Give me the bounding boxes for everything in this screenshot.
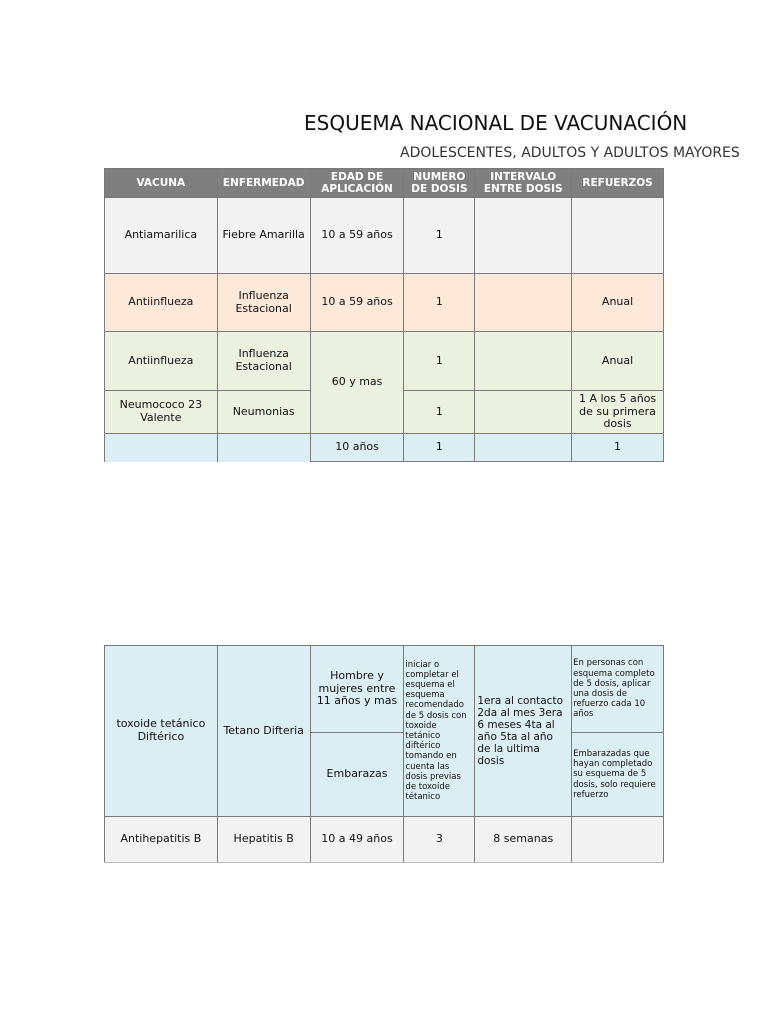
cell-intervalo [475, 391, 572, 434]
cell-enfermedad: Fiebre Amarilla [217, 198, 310, 274]
cell-refuerzos: Anual [572, 274, 664, 332]
cell-edad: 10 años [310, 434, 404, 462]
cell-vacuna: Antiinflueza [105, 332, 218, 391]
cell-refuerzos: Anual [572, 332, 664, 391]
cell-edad: 10 a 59 años [310, 274, 404, 332]
header-edad: EDAD DE APLICACIÓN [310, 169, 404, 198]
cell-enfermedad: Influenza Estacional [217, 332, 310, 391]
cell-refuerzos: 1 [572, 434, 664, 462]
cell-refuerzos [572, 817, 664, 863]
cell-intervalo [475, 332, 572, 391]
header-vacuna: VACUNA [105, 169, 218, 198]
cell-intervalo [475, 198, 572, 274]
table-bottom-rule [104, 862, 664, 863]
page-title: ESQUEMA NACIONAL DE VACUNACIÓN [304, 111, 688, 135]
cell-vacuna: Antiamarilica [105, 198, 218, 274]
cell-edad: 60 y mas [310, 332, 404, 434]
cell-edad: 10 a 49 años [310, 817, 404, 863]
cell-intervalo [475, 434, 572, 462]
cell-enfermedad: Influenza Estacional [217, 274, 310, 332]
cell-edad: Hombre y mujeres entre 11 años y mas [310, 646, 404, 733]
header-dosis: NUMERO DE DOSIS [404, 169, 475, 198]
table-row [105, 817, 664, 863]
cell-vacuna [105, 434, 218, 462]
cell-enfermedad: Tetano Difteria [217, 646, 310, 817]
cell-refuerzos [572, 198, 664, 274]
cell-vacuna: Antihepatitis B [105, 817, 218, 863]
cell-edad: Embarazas [310, 733, 404, 817]
header-intervalo: INTERVALO ENTRE DOSIS [475, 169, 572, 198]
table-row [105, 198, 664, 274]
page-subtitle: ADOLESCENTES, ADULTOS Y ADULTOS MAYORES [400, 145, 740, 161]
cell-dosis: 1 [404, 391, 475, 434]
vaccination-table-continued [104, 645, 664, 863]
table-row [105, 332, 664, 391]
cell-intervalo: 1era al contacto 2da al mes 3era 6 meses 4ta al año 5ta al año de la ultima dosis [475, 646, 572, 817]
cell-dosis: iniciar o completar el esquema el esquema recomendado de 5 dosis con toxoide tetánico diftérico tomando en cuenta las dosis previas de toxoide tétanico [404, 646, 475, 817]
cell-refuerzos: En personas con esquema completo de 5 dosis, aplicar una dosis de refuerzo cada 10 años [572, 646, 664, 733]
table-header-row [105, 169, 664, 198]
cell-dosis: 1 [404, 434, 475, 462]
cell-intervalo: 8 semanas [475, 817, 572, 863]
cell-dosis: 1 [404, 332, 475, 391]
cell-enfermedad: Hepatitis B [217, 817, 310, 863]
cell-intervalo [475, 274, 572, 332]
cell-dosis: 1 [404, 274, 475, 332]
cell-enfermedad [217, 434, 310, 462]
cell-edad: 10 a 59 años [310, 198, 404, 274]
table-row [105, 434, 664, 462]
table-row [105, 646, 664, 733]
cell-refuerzos: 1 A los 5 años de su primera dosis [572, 391, 664, 434]
cell-enfermedad: Neumonias [217, 391, 310, 434]
cell-dosis: 1 [404, 198, 475, 274]
cell-vacuna: Antiinflueza [105, 274, 218, 332]
cell-refuerzos: Embarazadas que hayan completado su esquema de 5 dosis, solo requiere refuerzo [572, 733, 664, 817]
cell-vacuna: Neumococo 23 Valente [105, 391, 218, 434]
cell-dosis: 3 [404, 817, 475, 863]
header-refuerzos: REFUERZOS [572, 169, 664, 198]
cell-vacuna: toxoide tetánico Diftérico [105, 646, 218, 817]
vaccination-table [104, 168, 664, 462]
table-row [105, 274, 664, 332]
header-enfermedad: ENFERMEDAD [217, 169, 310, 198]
